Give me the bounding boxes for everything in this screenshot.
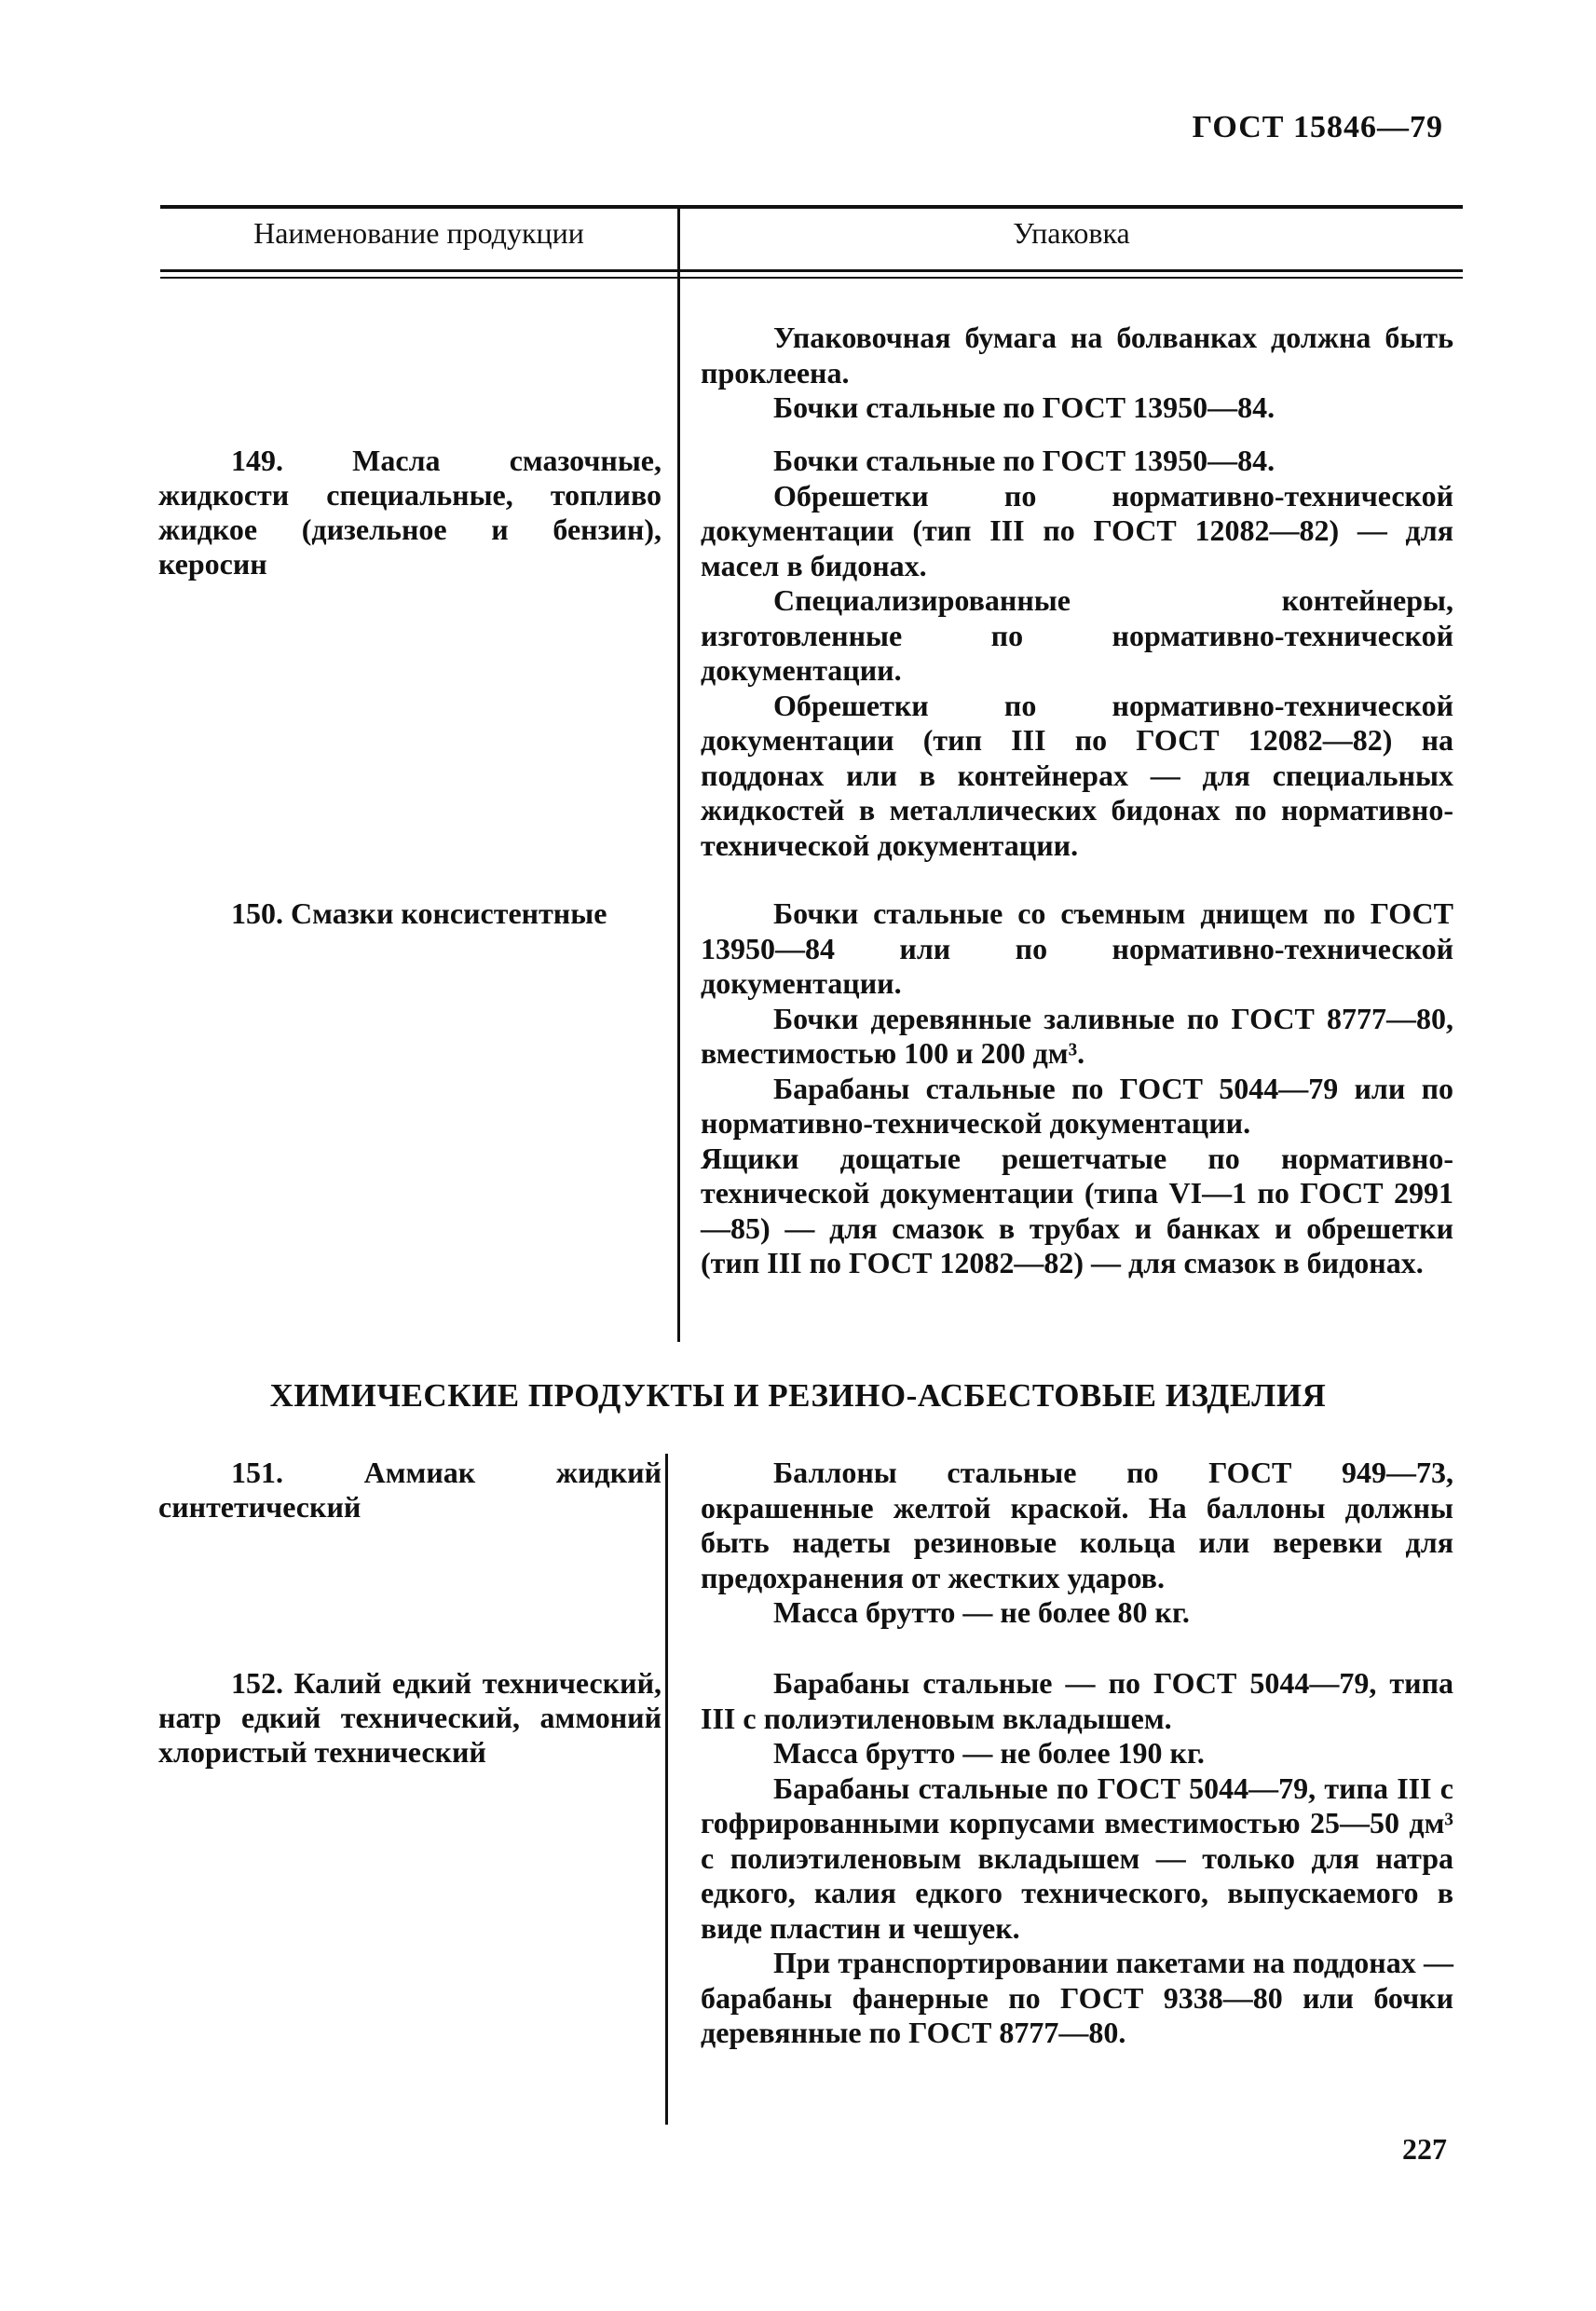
column-header-product: Наименование продукции: [253, 216, 584, 250]
product-149: [158, 444, 662, 581]
packaging-paragraph: Барабаны стальные по ГОСТ 5044—79 или по нормативно-технической документации.: [701, 1071, 1453, 1140]
product-name: 152. Калий едкий технический, натр едкий технический, аммоний хлористый технический: [158, 1666, 662, 1769]
product-151: [158, 1456, 662, 1525]
packaging-152: [701, 1666, 1453, 2051]
column-header-packaging: Упаковка: [1013, 216, 1130, 250]
packaging-paragraph: Масса брутто — не более 190 кг.: [773, 1736, 1205, 1770]
packaging-paragraph: Бочки стальные по ГОСТ 13950—84.: [773, 444, 1275, 477]
table-top-rule: [160, 205, 1463, 209]
packaging-paragraph: Бочки деревянные заливные по ГОСТ 8777—80, вместимостью 100 и 200 дм³.: [701, 1001, 1453, 1070]
product-name: 150. Смазки консистентные: [231, 896, 607, 930]
packaging-paragraph: Бочки стальные со съемным днищем по ГОСТ 13950—84 или по нормативно-технической документации.: [701, 896, 1453, 1000]
column-divider-upper: [677, 207, 680, 1342]
product-150: [158, 896, 662, 931]
packaging-paragraph: Обрешетки по нормативно-технической документации (тип III по ГОСТ 12082—82) — для масел в бидонах.: [701, 478, 1453, 582]
packaging-paragraph: Обрешетки по нормативно-технической документации (тип III по ГОСТ 12082—82) на поддонах или в контейнерах — для специальных жидкостей в металлических бидонах по нормативно-технической документации.: [701, 688, 1453, 862]
packaging-continuation: [701, 321, 1453, 426]
product-name: 149. Масла смазочные, жидкости специальные, топливо жидкое (дизельное и бензин), керосин: [158, 444, 662, 581]
packaging-paragraph: Бочки стальные по ГОСТ 13950—84.: [773, 390, 1275, 424]
packaging-paragraph: Масса брутто — не более 80 кг.: [773, 1595, 1190, 1629]
product-152: [158, 1666, 662, 1770]
page-number: 227: [1402, 2132, 1447, 2166]
packaging-149: [701, 444, 1453, 863]
packaging-paragraph: Специализированные контейнеры, изготовленные по нормативно-технической документации.: [701, 583, 1453, 687]
packaging-paragraph: Баллоны стальные по ГОСТ 949—73, окрашенные желтой краской. На баллоны должны быть надеты резиновые кольца или веревки для предохранения от жестких ударов.: [701, 1456, 1453, 1594]
packaging-150: [701, 896, 1453, 1281]
document-code: ГОСТ 15846—79: [1192, 110, 1443, 144]
packaging-paragraph: При транспортировании пакетами на поддонах — барабаны фанерные по ГОСТ 9338—80 или бочки деревянные по ГОСТ 8777—80.: [701, 1946, 1453, 2049]
packaging-paragraph: Упаковочная бумага на болванках должна быть проклеена.: [701, 321, 1453, 390]
header-bottom-rule-2: [160, 277, 1463, 279]
column-divider-lower: [665, 1454, 668, 2125]
header-bottom-rule-1: [160, 269, 1463, 272]
packaging-paragraph: Барабаны стальные по ГОСТ 5044—79, типа III с гофрированными корпусами вместимостью 25—50 дм³ с полиэтиленовым вкладышем — только для натра едкого, калия едкого технического, выпускаемого в виде пластин и чешуек.: [701, 1771, 1453, 1945]
packaging-paragraph: Ящики дощатые решетчатые по нормативно-технической документации (типа VI—1 по ГОСТ 2991—85) — для смазок в трубах и банках и обрешетки (тип III по ГОСТ 12082—82) — для смазок в бидонах.: [701, 1141, 1453, 1279]
packaging-151: [701, 1456, 1453, 1631]
section-title: ХИМИЧЕСКИЕ ПРОДУКТЫ И РЕЗИНО-АСБЕСТОВЫЕ ИЗДЕЛИЯ: [269, 1377, 1327, 1414]
packaging-paragraph: Барабаны стальные — по ГОСТ 5044—79, типа III с полиэтиленовым вкладышем.: [701, 1666, 1453, 1735]
product-name: 151. Аммиак жидкий синтетический: [158, 1456, 662, 1524]
